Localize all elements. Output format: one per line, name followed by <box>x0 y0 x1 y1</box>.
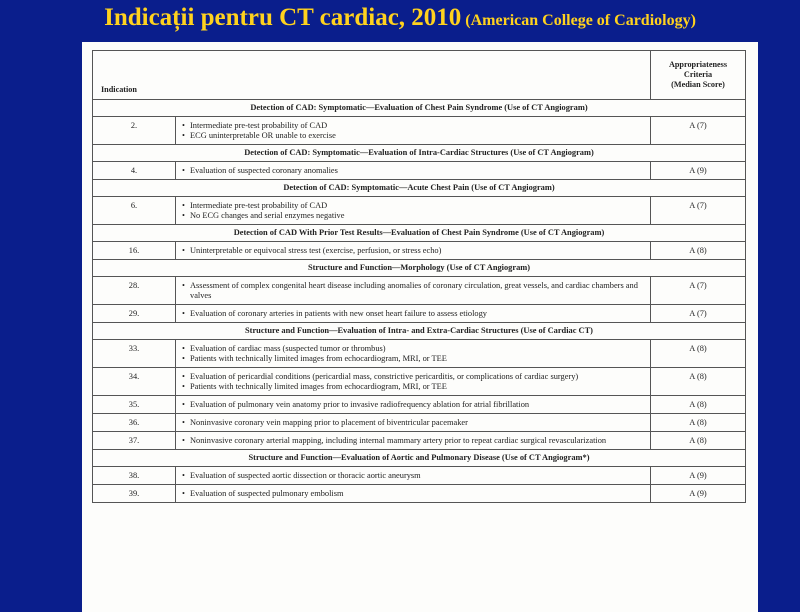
section-header-row <box>93 180 746 197</box>
appropriateness-score: A (9) <box>651 485 746 503</box>
indication-number: 35. <box>93 396 176 414</box>
section-title: Detection of CAD: Symptomatic—Evaluation of Intra-Cardiac Structures (Use of CT Angiogram) <box>93 145 746 162</box>
table-row <box>93 242 746 260</box>
section-header-row <box>93 260 746 277</box>
section-header-row <box>93 145 746 162</box>
indication-bullet: • No ECG changes and serial enzymes negative <box>182 211 647 221</box>
indication-number: 2. <box>93 117 176 145</box>
indication-description <box>176 432 651 450</box>
table-row <box>93 305 746 323</box>
indication-number: 39. <box>93 485 176 503</box>
document-scan <box>82 42 758 612</box>
criteria-header-line: Appropriateness <box>668 60 728 69</box>
indication-number: 6. <box>93 197 176 225</box>
indication-number: 29. <box>93 305 176 323</box>
indication-number: 16. <box>93 242 176 260</box>
indication-number: 28. <box>93 277 176 305</box>
table-row <box>93 162 746 180</box>
indication-description <box>176 197 651 225</box>
indication-description <box>176 117 651 145</box>
table-row <box>93 277 746 305</box>
indication-bullet: • ECG uninterpretable OR unable to exercise <box>182 131 647 141</box>
indication-bullet: • Intermediate pre-test probability of CAD <box>182 121 647 131</box>
appropriateness-score: A (9) <box>651 467 746 485</box>
criteria-header-line: Criteria <box>683 70 713 79</box>
criteria-column-header <box>651 51 746 100</box>
criteria-header-line: (Median Score) <box>671 80 725 89</box>
indication-number: 4. <box>93 162 176 180</box>
section-title: Structure and Function—Evaluation of Intra- and Extra-Cardiac Structures (Use of Cardiac CT) <box>93 323 746 340</box>
section-header-row <box>93 100 746 117</box>
appropriateness-score: A (7) <box>651 277 746 305</box>
appropriateness-score: A (9) <box>651 162 746 180</box>
table-row <box>93 197 746 225</box>
table-header-row <box>93 51 746 100</box>
indication-description <box>176 340 651 368</box>
indication-number: 36. <box>93 414 176 432</box>
section-title: Detection of CAD: Symptomatic—Evaluation of Chest Pain Syndrome (Use of CT Angiogram) <box>93 100 746 117</box>
section-header-row <box>93 225 746 242</box>
indication-bullet: • Evaluation of coronary arteries in patients with new onset heart failure to assess etiology <box>182 309 647 319</box>
indication-column-header: Indication <box>93 51 651 100</box>
indication-bullet: • Evaluation of suspected coronary anomalies <box>182 166 647 176</box>
section-title: Structure and Function—Morphology (Use of CT Angiogram) <box>93 260 746 277</box>
appropriateness-score: A (7) <box>651 197 746 225</box>
indication-number: 38. <box>93 467 176 485</box>
indication-description <box>176 162 651 180</box>
appropriateness-score: A (8) <box>651 242 746 260</box>
indication-bullet: • Evaluation of pericardial conditions (pericardial mass, constrictive pericarditis, or complications of cardiac surgery) <box>182 372 647 382</box>
indication-bullet: • Patients with technically limited images from echocardiogram, MRI, or TEE <box>182 382 647 392</box>
indication-bullet: • Assessment of complex congenital heart disease including anomalies of coronary circulation, great vessels, and cardiac chambers and valves <box>182 281 647 301</box>
appropriateness-score: A (8) <box>651 368 746 396</box>
indication-description <box>176 467 651 485</box>
appropriateness-score: A (7) <box>651 305 746 323</box>
table-row <box>93 117 746 145</box>
indication-bullet: • Noninvasive coronary vein mapping prior to placement of biventricular pacemaker <box>182 418 647 428</box>
indication-bullet: • Uninterpretable or equivocal stress test (exercise, perfusion, or stress echo) <box>182 246 647 256</box>
indication-description <box>176 396 651 414</box>
table-row <box>93 368 746 396</box>
appropriateness-score: A (7) <box>651 117 746 145</box>
indication-description <box>176 485 651 503</box>
appropriateness-score: A (8) <box>651 432 746 450</box>
slide-title-main: Indicații pentru CT cardiac, 2010 <box>104 4 462 31</box>
indication-description <box>176 368 651 396</box>
indication-bullet: • Evaluation of suspected aortic dissection or thoracic aortic aneurysm <box>182 471 647 481</box>
table-row <box>93 414 746 432</box>
indication-bullet: • Evaluation of cardiac mass (suspected tumor or thrombus) <box>182 344 647 354</box>
indication-description <box>176 242 651 260</box>
indication-description <box>176 277 651 305</box>
indication-number: 34. <box>93 368 176 396</box>
section-title: Detection of CAD: Symptomatic—Acute Chest Pain (Use of CT Angiogram) <box>93 180 746 197</box>
indication-number: 33. <box>93 340 176 368</box>
appropriateness-score: A (8) <box>651 414 746 432</box>
appropriateness-criteria-table <box>92 50 746 503</box>
table-row <box>93 396 746 414</box>
section-title: Structure and Function—Evaluation of Aortic and Pulmonary Disease (Use of CT Angiogram*) <box>93 450 746 467</box>
section-title: Detection of CAD With Prior Test Results—Evaluation of Chest Pain Syndrome (Use of CT Angiogram) <box>93 225 746 242</box>
table-row <box>93 340 746 368</box>
slide-title-source: (American College of Cardiology) <box>465 12 696 29</box>
indication-description <box>176 305 651 323</box>
indication-number: 37. <box>93 432 176 450</box>
indication-bullet: • Noninvasive coronary arterial mapping, including internal mammary artery prior to repeat cardiac surgical revascularization <box>182 436 647 446</box>
indication-description <box>176 414 651 432</box>
indication-bullet: • Evaluation of pulmonary vein anatomy prior to invasive radiofrequency ablation for atrial fibrillation <box>182 400 647 410</box>
section-header-row <box>93 323 746 340</box>
appropriateness-score: A (8) <box>651 340 746 368</box>
table-row <box>93 467 746 485</box>
section-header-row <box>93 450 746 467</box>
indication-bullet: • Intermediate pre-test probability of CAD <box>182 201 647 211</box>
slide-title <box>0 4 800 32</box>
table-row <box>93 432 746 450</box>
table-row <box>93 485 746 503</box>
appropriateness-score: A (8) <box>651 396 746 414</box>
indication-bullet: • Evaluation of suspected pulmonary embolism <box>182 489 647 499</box>
indication-bullet: • Patients with technically limited images from echocardiogram, MRI, or TEE <box>182 354 647 364</box>
